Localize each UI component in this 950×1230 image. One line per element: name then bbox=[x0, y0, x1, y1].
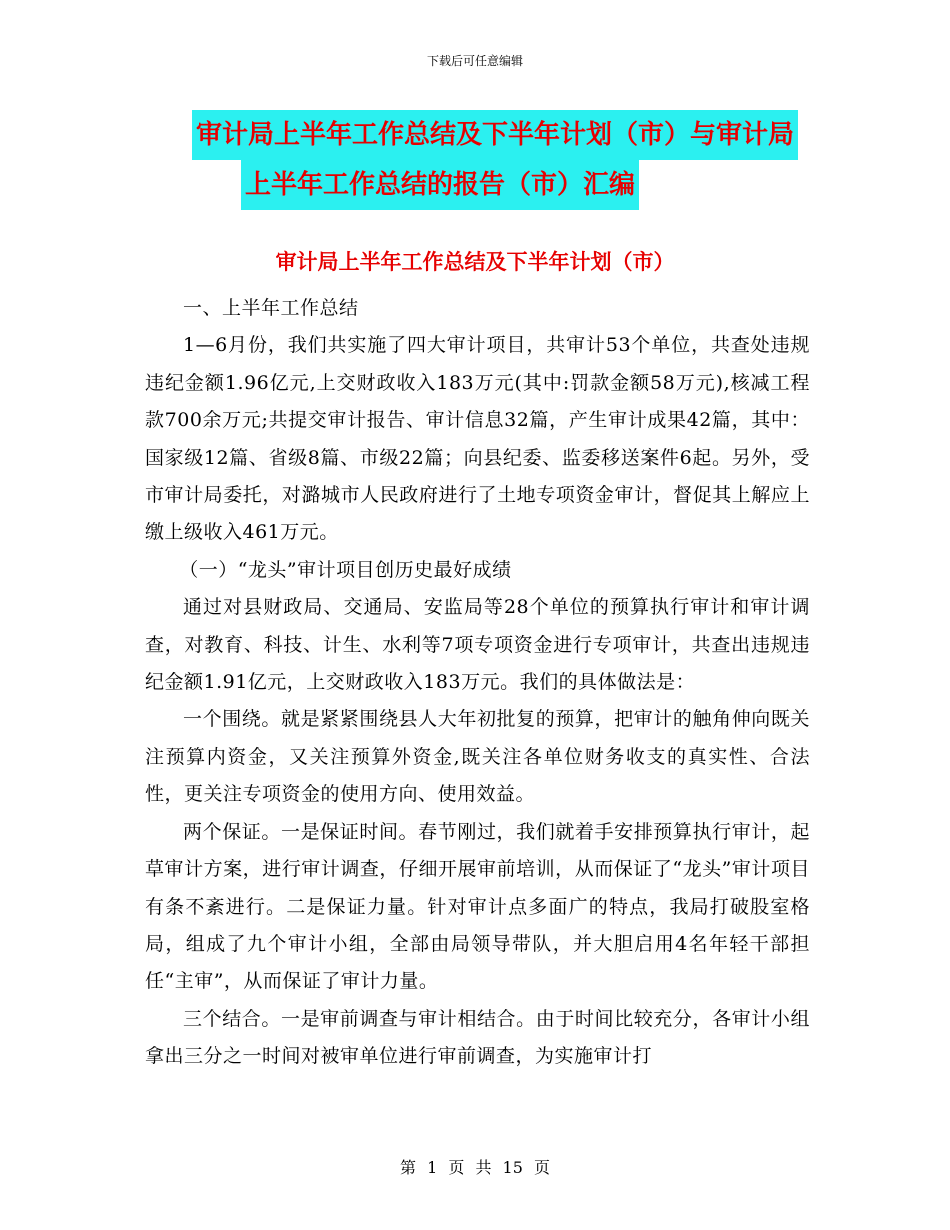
paragraph-subheading: （一）“龙头”审计项目创历史最好成绩 bbox=[179, 558, 512, 581]
paragraph: 1—6月份，我们共实施了四大审计项目，共审计53个单位，共查处违规违纪金额1.96亿元,上交财政收入183万元(其中:罚款金额58万元),核减工程款700余万元;共提交审计报告、审计信息32篇，产生审计成果42篇，其中：国家级12篇、省级8篇、市级22篇；向县纪委、监委移送案件6起。另外，受市审计局委托，对潞城市人民政府进行了土地专项资金审计，督促其上解应上缴上级收入461万元。 bbox=[145, 334, 810, 544]
paragraph: 一个围绕。就是紧紧围绕县人大年初批复的预算，把审计的触角伸向既关注预算内资金，又关注预算外资金,既关注各单位财务收支的真实性、合法性，更关注专项资金的使用方向、使用效益。 bbox=[145, 708, 810, 806]
document-title bbox=[0, 110, 950, 210]
paragraph: 三个结合。一是审前调查与审计相结合。由于时间比较充分，各审计小组拿出三分之一时间对被审单位进行审前调查，为实施审计打 bbox=[145, 1007, 810, 1068]
document-title-line1: 审计局上半年工作总结及下半年计划（市）与审计局 bbox=[192, 110, 798, 160]
document-title-line2: 上半年工作总结的报告（市）汇编 bbox=[241, 160, 639, 210]
section-title: 审计局上半年工作总结及下半年计划（市） bbox=[275, 250, 675, 274]
paragraph: 两个保证。一是保证时间。春节刚过，我们就着手安排预算执行审计，起草审计方案，进行审计调查，仔细开展审前培训，从而保证了“龙头”审计项目有条不紊进行。二是保证力量。针对审计点多面广的特点，我局打破股室格局，组成了九个审计小组，全部由局领导带队，并大胆启用4名年轻干部担任“主审”，从而保证了审计力量。 bbox=[145, 820, 810, 993]
header-note: 下载后可任意编辑 bbox=[426, 54, 523, 68]
page-footer: 第 1 页 共 15 页 bbox=[400, 1158, 550, 1177]
paragraph-heading-1: 一、上半年工作总结 bbox=[183, 297, 359, 319]
paragraph: 通过对县财政局、交通局、安监局等28个单位的预算执行审计和审计调查，对教育、科技、计生、水利等7项专项资金进行专项审计，共查出违规违纪金额1.91亿元，上交财政收入183万元。我们的具体做法是： bbox=[145, 596, 810, 694]
body-text bbox=[145, 290, 810, 1076]
